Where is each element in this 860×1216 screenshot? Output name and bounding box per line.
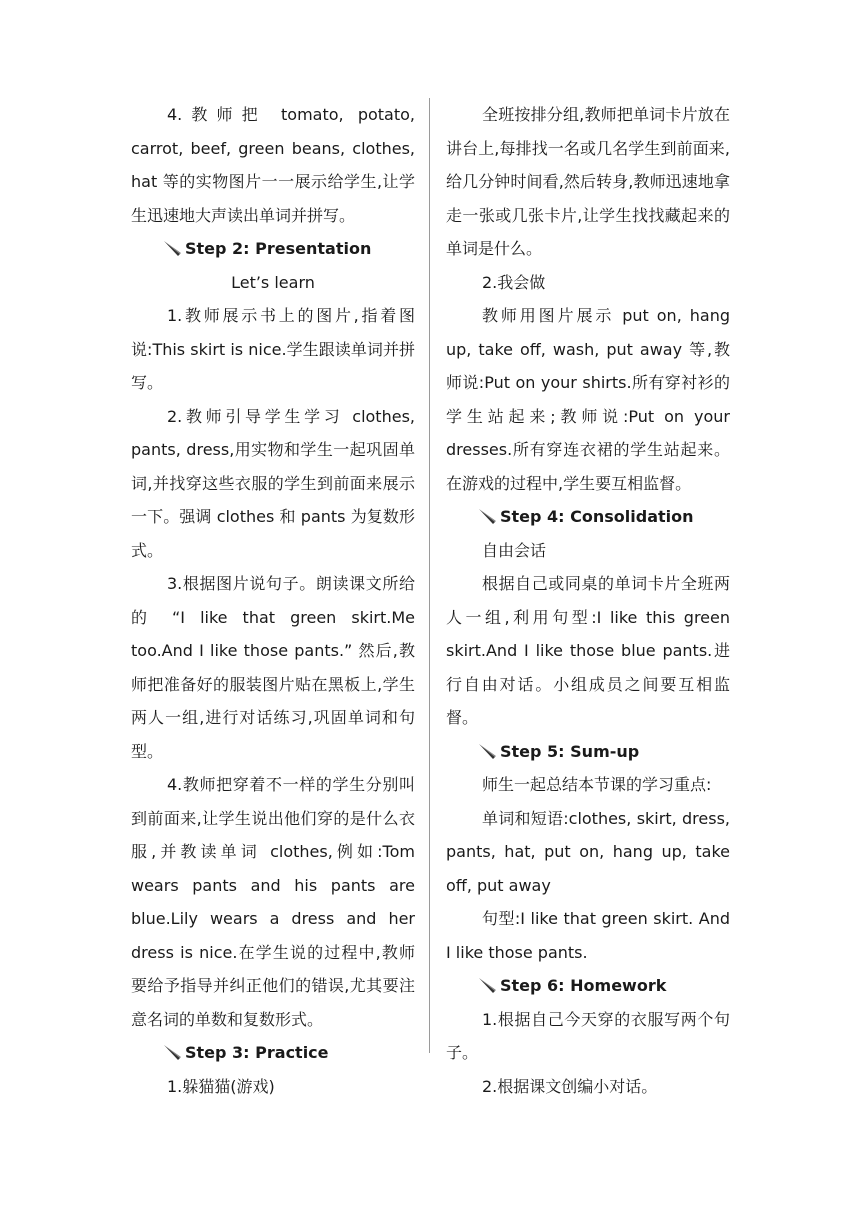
step-heading-text: Step 4: Consolidation [500, 507, 694, 526]
step-heading [446, 735, 730, 769]
paragraph: 4.教师把穿着不一样的学生分别叫到前面来,让学生说出他们穿的是什么衣服,并教读单词 clothes,例如:Tom wears pants and his pants are blue.Lily wears a dress and her dress is nice.在学生说的过程中,教师要给予指导并纠正他们的错误,尤其要注意名词的单数和复数形式。 [131, 775, 415, 1029]
paragraph: 单词和短语:clothes, skirt, dress, pants, hat, put on, hang up, take off, put away [446, 808, 730, 895]
paragraph: 句型:I like that green skirt. And I like those pants. [446, 909, 730, 962]
step-heading-text: Step 6: Homework [500, 976, 667, 995]
paragraph: 1.根据自己今天穿的衣服写两个句子。 [446, 1009, 730, 1062]
step-heading [131, 232, 415, 266]
pen-icon [478, 743, 498, 761]
paragraph: 1.躲猫猫(游戏) [167, 1076, 275, 1096]
pen-icon [478, 508, 498, 526]
paragraph: 1.教师展示书上的图片,指着图说:This skirt is nice.学生跟读单词并拼写。 [131, 306, 415, 392]
right-column [446, 98, 730, 1103]
paragraph: 自由会话 [482, 540, 547, 560]
step-heading [131, 1036, 415, 1070]
left-column [131, 98, 415, 1103]
step-heading-text: Step 2: Presentation [185, 239, 372, 258]
step-heading [446, 500, 730, 534]
step-heading-text: Step 5: Sum-up [500, 741, 640, 761]
pen-icon [478, 977, 498, 995]
pen-icon [163, 240, 183, 258]
paragraph: 教师用图片展示 put on, hang up, take off, wash, put away 等,教师说:Put on your shirts.所有穿衬衫的学生站起来;教师说:Put on your dresses.所有穿连衣裙的学生站起来。在游戏的过程中,学生要互相监督。 [446, 306, 730, 493]
paragraph: 2.我会做 [482, 272, 546, 292]
step-heading-text: Step 3: Practice [185, 1043, 329, 1062]
paragraph: 4.教师把 tomato, potato, carrot, beef, green beans, clothes, hat 等的实物图片一一展示给学生,让学生迅速地大声读出单词并拼写。 [131, 105, 415, 225]
paragraph: 根据自己或同桌的单词卡片全班两人一组,利用句型:I like this green skirt.And I like those blue pants.进行自由对话。小组成员之间要互相监督。 [446, 574, 730, 727]
step-heading [446, 969, 730, 1003]
pen-icon [163, 1044, 183, 1062]
paragraph: 全班按排分组,教师把单词卡片放在讲台上,每排找一名或几名学生到前面来,给几分钟时间看,然后转身,教师迅速地拿走一张或几张卡片,让学生找找藏起来的单词是什么。 [446, 105, 730, 258]
paragraph: 3.根据图片说句子。朗读课文所给的 “I like that green skirt.Me too.And I like those pants.” 然后,教师把准备好的服装图片贴在黑板上,学生两人一组,进行对话练习,巩固单词和句型。 [131, 574, 415, 761]
section-subtitle: Let’s learn [231, 272, 315, 292]
paragraph: 2.教师引导学生学习 clothes, pants, dress,用实物和学生一起巩固单词,并找穿这些衣服的学生到前面来展示一下。强调 clothes 和 pants 为复数形式。 [131, 406, 415, 560]
paragraph: 2.根据课文创编小对话。 [482, 1076, 658, 1096]
column-divider [429, 98, 430, 1053]
paragraph: 师生一起总结本节课的学习重点: [482, 775, 712, 794]
